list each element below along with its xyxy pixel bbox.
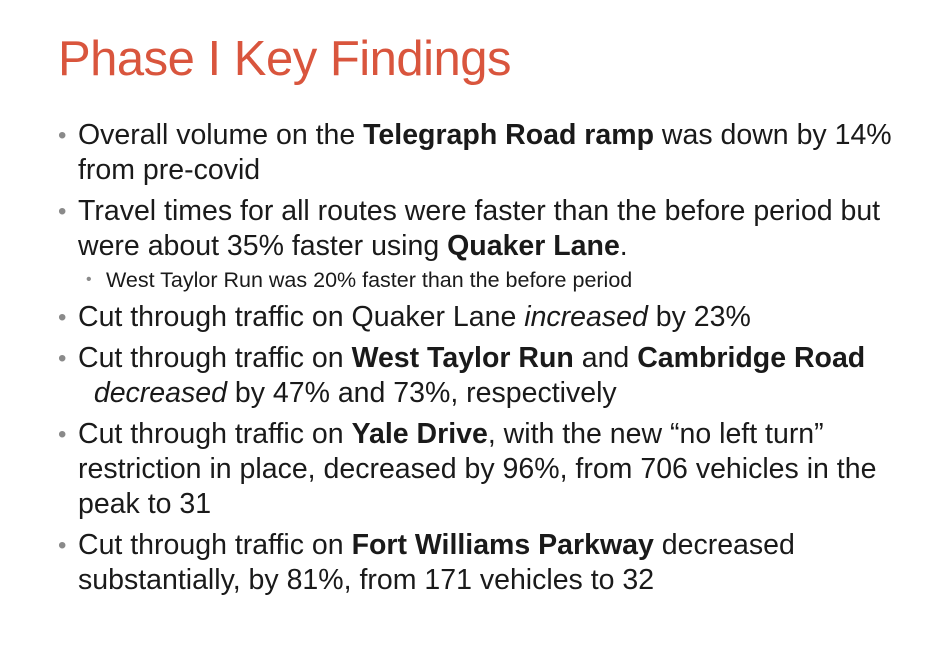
- finding-telegraph-road: [58, 118, 934, 188]
- finding-text: Cut through traffic on: [78, 342, 352, 374]
- road-name: Quaker Lane: [447, 230, 620, 262]
- road-name: Telegraph Road ramp: [363, 119, 654, 151]
- finding-text: by 23%: [647, 301, 751, 333]
- finding-travel-times: [58, 194, 934, 264]
- finding-text: by 47% and 73%, respectively: [226, 377, 617, 409]
- finding-text: Travel times for all routes were faster than the before period but were about 35% faster using: [78, 195, 881, 262]
- finding-text: was down by 14% from pre-covid: [78, 119, 892, 186]
- findings-list: [58, 118, 934, 604]
- finding-west-taylor-cambridge: [58, 341, 934, 411]
- bullet-icon: •: [58, 421, 67, 448]
- bullet-icon: •: [58, 532, 67, 559]
- finding-quaker-lane: [58, 300, 934, 335]
- road-name: Cambridge Road: [637, 342, 866, 374]
- finding-text: Overall volume on the: [78, 119, 364, 151]
- finding-text: Cut through traffic on: [78, 529, 352, 561]
- finding-text: Cut through traffic on Quaker Lane: [78, 301, 525, 333]
- bullet-icon: •: [58, 304, 67, 331]
- road-name: Yale Drive: [351, 418, 488, 450]
- sub-bullet-icon: •: [86, 271, 92, 288]
- finding-text: [78, 377, 94, 409]
- subfinding-west-taylor-run: [58, 266, 934, 294]
- road-name: West Taylor Run: [351, 342, 574, 374]
- finding-fort-williams: [58, 528, 934, 598]
- finding-text: Cut through traffic on: [78, 418, 352, 450]
- road-name: Fort Williams Parkway: [351, 529, 654, 561]
- trend-word: decreased: [93, 377, 227, 409]
- finding-yale-drive: [58, 417, 934, 522]
- slide-title: Phase I Key Findings: [58, 32, 512, 86]
- subfinding-text: West Taylor Run was 20% faster than the before period: [106, 268, 633, 292]
- finding-text: decreased substantially, by 81%, from 171 vehicles to 32: [78, 529, 795, 596]
- bullet-icon: •: [58, 198, 67, 225]
- finding-text: .: [619, 230, 628, 262]
- bullet-icon: •: [58, 122, 67, 149]
- trend-word: increased: [524, 301, 648, 333]
- finding-text: , with the new “no left turn” restriction in place, decreased by 96%, from 706 vehicles in the peak to 31: [78, 418, 877, 520]
- bullet-icon: •: [58, 345, 67, 372]
- finding-text: and: [573, 342, 638, 374]
